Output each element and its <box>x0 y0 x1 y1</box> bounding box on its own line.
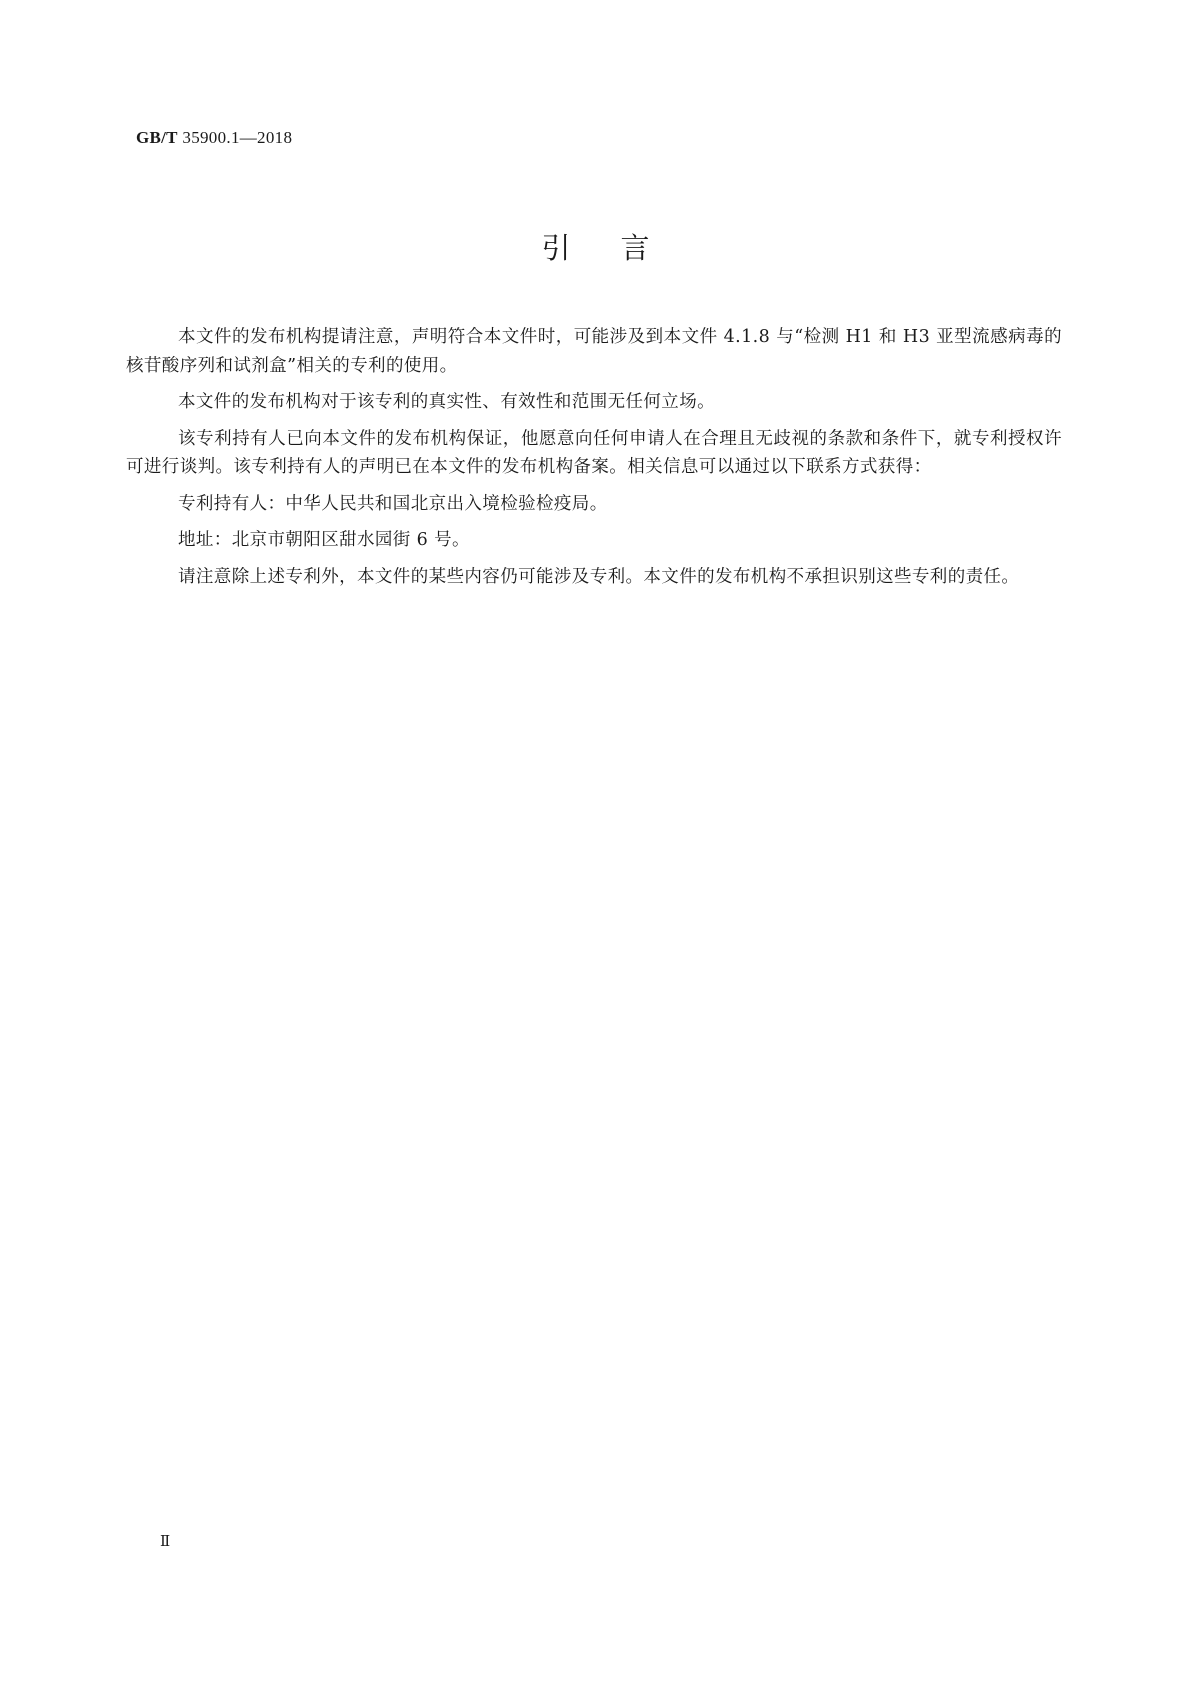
document-code <box>136 128 292 148</box>
paragraph-address: 地址：北京市朝阳区甜水园街 6 号。 <box>178 530 470 550</box>
introduction-body <box>126 323 1062 599</box>
document-code-prefix: GB/T <box>136 128 178 147</box>
paragraph-patent-notice: 本文件的发布机构提请注意，声明符合本文件时，可能涉及到本文件 4.1.8 与“检测 H1 和 H3 亚型流感病毒的核苷酸序列和试剂盒”相关的专利的使用。 <box>126 327 1062 376</box>
paragraph-patent-holder: 专利持有人：中华人民共和国北京出入境检验检疫局。 <box>178 493 608 514</box>
paragraph-other-patents: 请注意除上述专利外，本文件的某些内容仍可能涉及专利。本文件的发布机构不承担识别这些专利的责任。 <box>178 566 1020 587</box>
paragraph-holder-assurance: 该专利持有人已向本文件的发布机构保证，他愿意向任何申请人在合理且无歧视的条款和条件下，就专利授权许可进行谈判。该专利持有人的声明已在本文件的发布机构备案。相关信息可以通过以下联系方式获得： <box>126 428 1062 477</box>
document-code-number: 35900.1—2018 <box>182 128 293 147</box>
page-title: 引言 <box>541 231 700 265</box>
paragraph-position-statement: 本文件的发布机构对于该专利的真实性、有效性和范围无任何立场。 <box>178 392 715 412</box>
page-number: Ⅱ <box>160 1534 171 1550</box>
